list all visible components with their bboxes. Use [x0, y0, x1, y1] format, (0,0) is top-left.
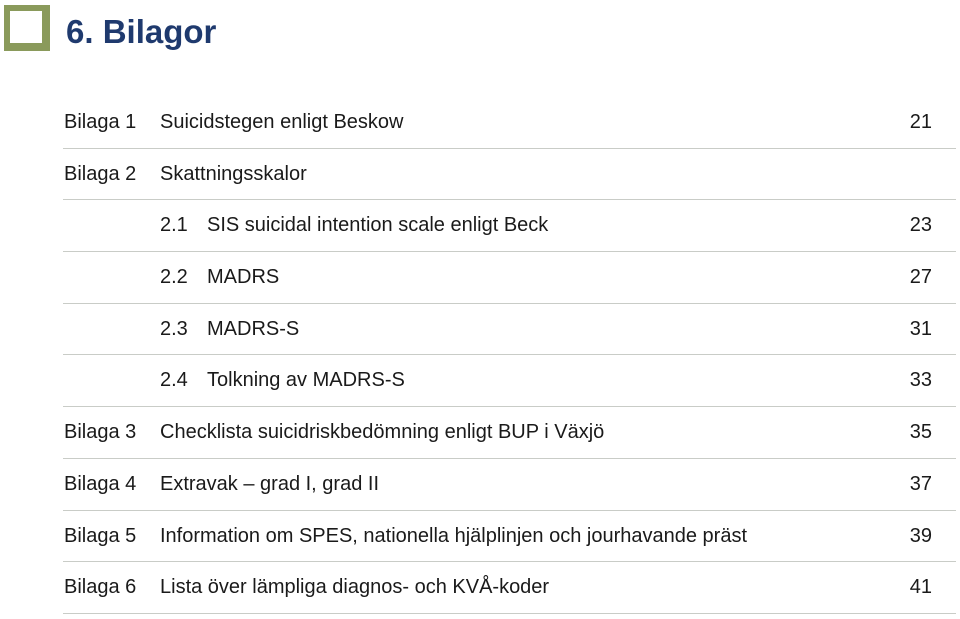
toc-row-number: 2.4	[160, 369, 188, 392]
toc-row-number: 2.2	[160, 266, 188, 289]
toc-row-label: Bilaga 5	[64, 524, 137, 547]
toc-row-2-3[interactable]	[63, 304, 956, 356]
toc-row-label: Bilaga 2	[64, 162, 137, 185]
toc-row-title: Skattningsskalor	[160, 162, 307, 185]
toc-row-page: 39	[909, 524, 932, 547]
page-title: 6. Bilagor	[66, 13, 217, 50]
toc-row-title: Suicidstegen enligt Beskow	[160, 111, 404, 133]
toc-row-title: Tolkning av MADRS-S	[207, 369, 405, 392]
toc-row-label: Bilaga 4	[64, 472, 137, 495]
heading-square-icon	[4, 5, 50, 51]
toc-row-bilaga-4[interactable]	[63, 459, 956, 511]
toc-row-title: Extravak – grad I, grad II	[160, 472, 379, 495]
toc-row-title: Lista över lämpliga diagnos- och KVÅ-koder	[160, 576, 550, 599]
toc-row-number: 2.1	[160, 214, 188, 237]
toc-row-bilaga-5[interactable]	[63, 511, 956, 563]
table-of-contents	[63, 97, 956, 614]
toc-row-title: MADRS-S	[207, 317, 300, 340]
toc-row-page: 33	[909, 369, 932, 392]
heading-square-inner	[8, 9, 44, 45]
toc-row-2-2[interactable]	[63, 252, 956, 304]
toc-row-label: Bilaga 1	[64, 111, 137, 133]
toc-row-label: Bilaga 3	[64, 421, 137, 444]
toc-row-bilaga-2[interactable]	[63, 149, 956, 201]
toc-row-page: 41	[909, 576, 932, 599]
toc-row-bilaga-3[interactable]	[63, 407, 956, 459]
toc-row-title: MADRS	[207, 266, 280, 289]
toc-row-page: 35	[909, 421, 932, 444]
toc-row-bilaga-6[interactable]	[63, 562, 956, 614]
toc-row-2-4[interactable]	[63, 355, 956, 407]
toc-row-page: 21	[909, 111, 932, 133]
toc-row-page: 31	[909, 317, 932, 340]
toc-row-title: Information om SPES, nationella hjälplinjen och jourhavande präst	[160, 524, 748, 547]
toc-row-page: 23	[909, 214, 932, 237]
toc-row-page: 37	[909, 472, 932, 495]
toc-row-bilaga-1[interactable]	[63, 97, 956, 149]
toc-row-title: Checklista suicidriskbedömning enligt BUP i Växjö	[160, 421, 605, 444]
toc-row-page: 27	[909, 266, 932, 289]
toc-row-number: 2.3	[160, 317, 188, 340]
toc-row-label: Bilaga 6	[64, 576, 137, 599]
toc-row-2-1[interactable]	[63, 200, 956, 252]
toc-row-title: SIS suicidal intention scale enligt Beck	[207, 214, 549, 237]
